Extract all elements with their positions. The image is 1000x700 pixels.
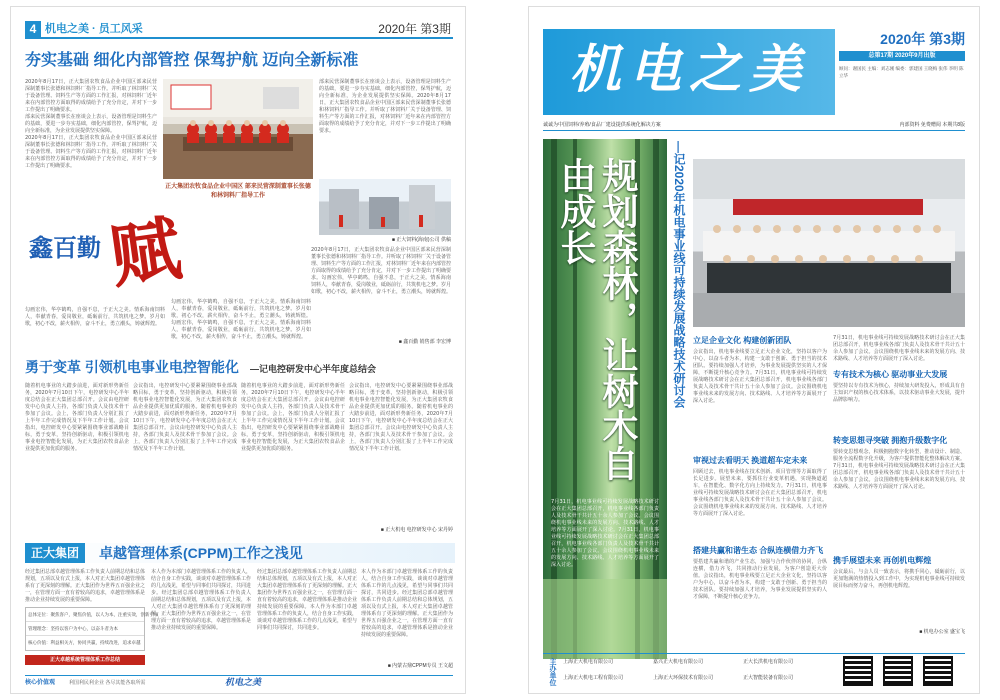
poem-big-char: 赋 xyxy=(105,211,186,298)
poem-body-2: 勾画宏伟，华亭鹤鸣，自强不息，于正大之美。情系海南饲料人，奉献青春，爱岗敬业，砥砺前行，共筑机电之梦。岁月如歌，初心不改，薪火相传，奋斗不止，勇立潮头，铸就辉煌。勾画宏伟，华亭鹤鸣，自强不息，于正大之美。情系海南饲料人，奉献青春，爱岗敬业，砥砺前行，共筑机电之梦。岁月如歌，初心不改，薪火相传，奋斗不止，勇立潮头，铸就辉煌。 xyxy=(171,299,311,340)
meeting-photo-graphic xyxy=(163,79,313,179)
masthead xyxy=(543,29,835,115)
article-3-col-1: 经过集团总部卓越管理体系工作负责人前期总结和总体规划，五项以及有式上报，本人对正大集团卓越管理体系有了更深刻的理解。正大集团作为世界五百强企业之一，在管理方面一直有着较高的追求，卓越管理体系是推动企业持续发展的重要保障。 xyxy=(25,569,146,603)
section-1-title: 立足企业文化 构建创新团队 xyxy=(693,336,792,345)
footer-slogan: 利国利民利企业 各尽其能各取所需 xyxy=(69,680,146,686)
headline-3-title: 卓越管理体系(CPPM)工作之浅见 xyxy=(99,545,303,561)
headline-3 xyxy=(25,543,455,563)
section-title: 机电之美 · 员工风采 xyxy=(45,23,143,35)
section-2-title: 审视过去看明天 换道超车定未来 xyxy=(693,456,808,465)
red-banner: 正大卓越系统管理体系工作总结 xyxy=(25,655,145,665)
qr-code-icon xyxy=(923,656,953,686)
vertical-subheadline: —记2020年机电事业线可持续发展战略技术研讨会 xyxy=(672,141,686,408)
right-issue-sub: 总第17期 2020年9月出版 xyxy=(839,51,965,61)
article-2-col-1: 随着机电事业的大踏步前进，面对新形势新任务，2020年7月10日下午，电控研发中心半年度总结会在正大集团总部召开。会议由电控研发中心负责人主持，各部门负责人及技术骨干参加了会议。会上，各部门负责人分别汇报了上半年工作完成情况及下半年工作计划。会议指出，电控研发中心要紧紧围绕事业部战略目标，勇于变革，坚持创新驱动，积极引领机电事业电控智能化发展，为正大集团农牧食品企业提供更加优质的服务。 xyxy=(25,383,129,452)
header-right-text: 内部资料 免费赠阅 本期共8版 xyxy=(899,122,965,128)
factory-photo-graphic xyxy=(319,179,451,235)
article-1-right-body: 部来民营深制董事长在座谈会上表示，设备管理是饲料生产的基础，要进一步夯实基础，细化内部管控，保驾护航，迈向全新标准，为企业发展提供坚实保障。2020年8月17日，正大集团农牧食品企业中国区部来民营深制董事长张德和林饲料厂指导工作。并听取了林饲料厂关于设备管理、饲料生产等方面的工作汇报，对林饲料厂近年来在内部管控方面取得的成绩给予了充分肯定，并对下一步工作提出了明确要求。 xyxy=(319,79,451,134)
article-2-author: ■ 正大机电 电控研发中心 宋丹婷 xyxy=(380,527,453,533)
article-2-col-3: 随着机电事业的大踏步前进，面对新形势新任务，2020年7月10日下午，电控研发中心半年度总结会在正大集团总部召开。会议由电控研发中心负责人主持，各部门负责人及技术骨干参加了会议。会上，各部门负责人分别汇报了上半年工作完成情况及下半年工作计划。会议指出，电控研发中心要紧紧围绕事业部战略目标，勇于变革，坚持创新驱动，积极引领机电事业电控智能化发展，为正大集团农牧食品企业提供更加优质的服务。 xyxy=(241,383,345,452)
section-5-title: 转变思想寻突破 拥抱升级数字化 xyxy=(833,436,948,445)
section-3-title: 搭建共赢和谐生态 合纵连横借力齐飞 xyxy=(693,546,824,555)
value-table xyxy=(25,607,159,651)
article-3-col-2: 本人作为本部门卓越管理体系工作的负责人，结合自身工作实践，谈谈对卓越管理体系工作的几点浅见，希望与同事们共同探讨，共同进步。经过集团总部卓越管理体系工作负责人前期总结和总体规划，五项以及有式上报，本人对正大集团卓越管理体系有了更深刻的理解。正大集团作为世界五百强企业之一，在管理方面一直有着较高的追求，卓越管理体系是推动企业持续发展的重要保障。 xyxy=(151,569,252,631)
qr-code-icon xyxy=(883,656,913,686)
headline-3-tag: 正大集团 xyxy=(25,543,85,563)
section-1-body: 会议指出，机电事业线要立足正大企业文化，坚持以客户为中心，以奋斗者为本，构建一支敢于创新、勇于担当的技术团队。要持续加强人才培养，为事业发展提供坚实的人才保障，不断提升核心竞争力。7月31日，机电事业线可持续发展战略技术研讨会在正大集团总部召开，机电事业线各部门负责人及技术骨干共计五十余人参加了会议。会议围绕机电事业线未来的发展方向、技术路线、人才培养等方面展开了深入讨论。 xyxy=(693,349,827,404)
value-table-row: 总体定位：聚焦客户，聚焦价值，以人为本，注重实效，创新引领 xyxy=(26,608,144,622)
left-footer xyxy=(25,675,453,689)
headline-2 xyxy=(25,357,455,377)
poem-body: 勾画宏伟，华亭鹤鸣，自强不息，于正大之美。情系海南饲料人，奉献青春，爱岗敬业，砥砺前行，共筑机电之梦。岁月如歌，初心不改，薪火相传，奋斗不止，勇立潮头，铸就辉煌。 xyxy=(25,307,165,327)
section-6-body: 会议最后，与会人员一致表示，将携手同心，砥砺前行，以更加饱满的热情投入到工作中，为实现机电事业线可持续发展目标而努力奋斗，再创机电辉煌。 xyxy=(833,569,965,589)
footer-company: 正大智能装备有限公司 xyxy=(743,675,794,681)
section-3-body: 要搭建共赢和谐的产业生态，加强与合作伙伴的协同，合纵连横，借力齐飞，共同推动行业发展，为客户创造更大价值。会议指出，机电事业线要立足正大企业文化，坚持以客户为中心，以奋斗者为本，构建一支敢于创新、勇于担当的技术团队。要持续加强人才培养，为事业发展提供坚实的人才保障，不断提升核心竞争力。 xyxy=(693,559,827,600)
footer-label: 主办单位 xyxy=(549,658,556,686)
right-issue-number: 2020年 第3期 xyxy=(880,31,965,47)
right-page xyxy=(528,6,980,694)
qr-code-icon xyxy=(843,656,873,686)
value-table-row: 核心价值：利益相关方，协同共赢，持续改进，追求卓越 xyxy=(28,640,141,645)
issue-number: 2020年 第3期 xyxy=(378,22,451,36)
group-photo xyxy=(693,159,965,327)
left-page xyxy=(10,6,466,694)
vertical-headline: 规划森林，让树木自由成长 xyxy=(556,157,639,481)
right-col-intro: 7月31日，机电事业线可持续发展战略技术研讨会在正大集团总部召开，机电事业线各部门负责人及技术骨干共计五十余人参加了会议。会议围绕机电事业线未来的发展方向、技术路线、人才培养等方面展开了深入讨论。 xyxy=(833,335,965,362)
footer-company: 上海正大环保技术有限公司 xyxy=(653,675,714,681)
headline-1: 夯实基础 细化内部管控 保驾护航 迈向全新标准 xyxy=(25,52,359,69)
article-author: ■ 机电办公室 盛宝飞 xyxy=(919,629,965,635)
footer-core-values: 核心价值观 xyxy=(25,680,56,686)
meeting-photo-caption: 正大集团农牧食品企业中国区 部来民营深制董事长张德和林饲料厂指导工作 xyxy=(165,184,311,199)
footer-company: 正大长洪机电有限公司 xyxy=(743,659,794,665)
right-footer xyxy=(543,653,965,691)
article-1-author: ■ 正大饲料(海南)公司 供稿 xyxy=(391,237,451,243)
poem-author: ■ 鑫百勤 销售部 李宏博 xyxy=(398,339,451,345)
footer-company: 嘉兴正大机电有限公司 xyxy=(653,659,704,665)
factory-photo xyxy=(319,179,451,235)
meeting-photo xyxy=(163,79,313,179)
group-photo-graphic xyxy=(693,159,965,327)
footer-company: 上海正大机电有限公司 xyxy=(563,659,614,665)
article-3-author: ■ 内蒙古鼎CPPM专员 王文超 xyxy=(387,663,453,669)
article-1-body: 2020年8月17日，正大集团农牧食品企业中国区部来民营深制董事长张德和林饲料厂指导工作。并听取了林饲料厂关于设备管理、饲料生产等方面的工作汇报，对林饲料厂近年来在内部管控方面取得的成绩给予了充分肯定，并对下一步工作提出了明确要求。 部来民营深制董事长在座谈会上表示，设备管理是饲料生产的基础，要进一步夯实基础，细化内部管控，保驾护航，迈向全新标准，为企业发展提供坚实保障。 2020年8月17日，正大集团农牧食品企业中国区部来民营深制董事长张德和林饲料厂指导工作。并听取了林饲料厂关于设备管理、饲料生产等方面的工作汇报，对林饲料厂近年来在内部管控方面取得的成绩给予了充分肯定，并对下一步工作提出了明确要求。 xyxy=(25,79,157,169)
footer-logo: 机电之美 xyxy=(225,677,262,687)
headline-2-sub: —记电控研发中心半年度总结会 xyxy=(249,364,376,374)
section-header xyxy=(25,21,453,39)
masthead-info: 顾问：谢国民 主编：刘志刚 编委：郭建国 王晓梅 张伟 李明 陈立华 xyxy=(839,66,964,78)
value-table-row: 管理理念：坚持以客户为中心，以奋斗者为本 xyxy=(26,622,144,636)
forest-lead-text: 7月31日，机电事业线可持续发展战略技术研讨会在正大集团总部召开，机电事业线各部门负责人及技术骨干共计五十余人参加了会议。会议围绕机电事业线未来的发展方向、技术路线、人才培养等方面展开了深入讨论。7月31日，机电事业线可持续发展战略技术研讨会在正大集团总部召开，机电事业线各部门负责人及技术骨干共计五十余人参加了会议。会议围绕机电事业线未来的发展方向、技术路线、人才培养等方面展开了深入讨论。 xyxy=(551,499,659,568)
article-3-col-3: 经过集团总部卓越管理体系工作负责人前期总结和总体规划，五项以及有式上报，本人对正大集团卓越管理体系有了更深刻的理解。正大集团作为世界五百强企业之一，在管理方面一直有着较高的追求，卓越管理体系是推动企业持续发展的重要保障。本人作为本部门卓越管理体系工作的负责人，结合自身工作实践，谈谈对卓越管理体系工作的几点浅见，希望与同事们共同探讨，共同进步。 xyxy=(257,569,358,631)
forest-image xyxy=(543,139,667,659)
tagline: 诚诚为中国饲料/养殖/食品厂建设提供系统化解决方案 xyxy=(543,122,661,128)
poem-body-3: 2020年8月17日，正大集团农牧食品企业中国区部来民营深制董事长张德和林饲料厂指导工作。并听取了林饲料厂关于设备管理、饲料生产等方面的工作汇报，对林饲料厂近年来在内部管控方面取得的成绩给予了充分肯定，并对下一步工作提出了明确要求。勾画宏伟，华亭鹤鸣，自强不息，于正大之美。情系海南饲料人，奉献青春，爱岗敬业，砥砺前行，共筑机电之梦。岁月如歌，初心不改，薪火相传，奋斗不止，勇立潮头，铸就辉煌。 xyxy=(311,247,452,295)
masthead-title: 机电之美 xyxy=(569,42,810,99)
section-2-body: 回顾过去，机电事业线在技术创新、项目管理等方面取得了长足进步。展望未来，要抓住行业变革机遇，实现换道超车，在智能化、数字化方向上持续发力。7月31日，机电事业线可持续发展战略技术研讨会在正大集团总部召开，机电事业线各部门负责人及技术骨干共计五十余人参加了会议。会议围绕机电事业线未来的发展方向、技术路线、人才培养等方面展开了深入讨论。 xyxy=(693,469,827,517)
article-3-col-4: 本人作为本部门卓越管理体系工作的负责人，结合自身工作实践，谈谈对卓越管理体系工作的几点浅见，希望与同事们共同探讨，共同进步。经过集团总部卓越管理体系工作负责人前期总结和总体规划，五项以及有式上报，本人对正大集团卓越管理体系有了更深刻的理解。正大集团作为世界五百强企业之一，在管理方面一直有着较高的追求，卓越管理体系是推动企业持续发展的重要保障。 xyxy=(361,569,453,638)
section-number: 4 xyxy=(25,21,41,37)
article-2-col-4: 会议指出，电控研发中心要紧紧围绕事业部战略目标，勇于变革，坚持创新驱动，积极引领机电事业电控智能化发展，为正大集团农牧食品企业提供更加优质的服务。随着机电事业的大踏步前进，面对新形势新任务，2020年7月10日下午，电控研发中心半年度总结会在正大集团总部召开。会议由电控研发中心负责人主持，各部门负责人及技术骨干参加了会议。会上，各部门负责人分别汇报了上半年工作完成情况及下半年工作计划。 xyxy=(349,383,453,452)
poem-title: 鑫百勤 xyxy=(29,236,101,262)
section-5-body: 要转变思想观念，积极拥抱数字化转型，推动设计、制造、服务全流程数字化升级，为客户提供智能化整体解决方案。7月31日，机电事业线可持续发展战略技术研讨会在正大集团总部召开，机电事业线各部门负责人及技术骨干共计五十余人参加了会议。会议围绕机电事业线未来的发展方向、技术路线、人才培养等方面展开了深入讨论。 xyxy=(833,449,965,490)
issue-box xyxy=(839,29,965,115)
section-4-body: 要坚持以专有技术为核心，持续加大研发投入，形成具有自主知识产权的核心技术体系，以技术驱动事业大发展，提升品牌影响力。 xyxy=(833,383,965,403)
article-2-col-2: 会议指出，电控研发中心要紧紧围绕事业部战略目标，勇于变革，坚持创新驱动，积极引领机电事业电控智能化发展，为正大集团农牧食品企业提供更加优质的服务。随着机电事业的大踏步前进，面对新形势新任务，2020年7月10日下午，电控研发中心半年度总结会在正大集团总部召开。会议由电控研发中心负责人主持，各部门负责人及技术骨干参加了会议。会上，各部门负责人分别汇报了上半年工作完成情况及下半年工作计划。 xyxy=(133,383,237,452)
section-6-title: 携手展望未来 再创机电辉煌 xyxy=(833,556,932,565)
tagline-bar xyxy=(543,121,965,131)
footer-company: 上海正大机电工程有限公司 xyxy=(563,675,624,681)
headline-2-main: 勇于变革 引领机电事业电控智能化 xyxy=(25,359,239,375)
section-4-title: 专有技术为核心 驱动事业大发展 xyxy=(833,370,948,379)
